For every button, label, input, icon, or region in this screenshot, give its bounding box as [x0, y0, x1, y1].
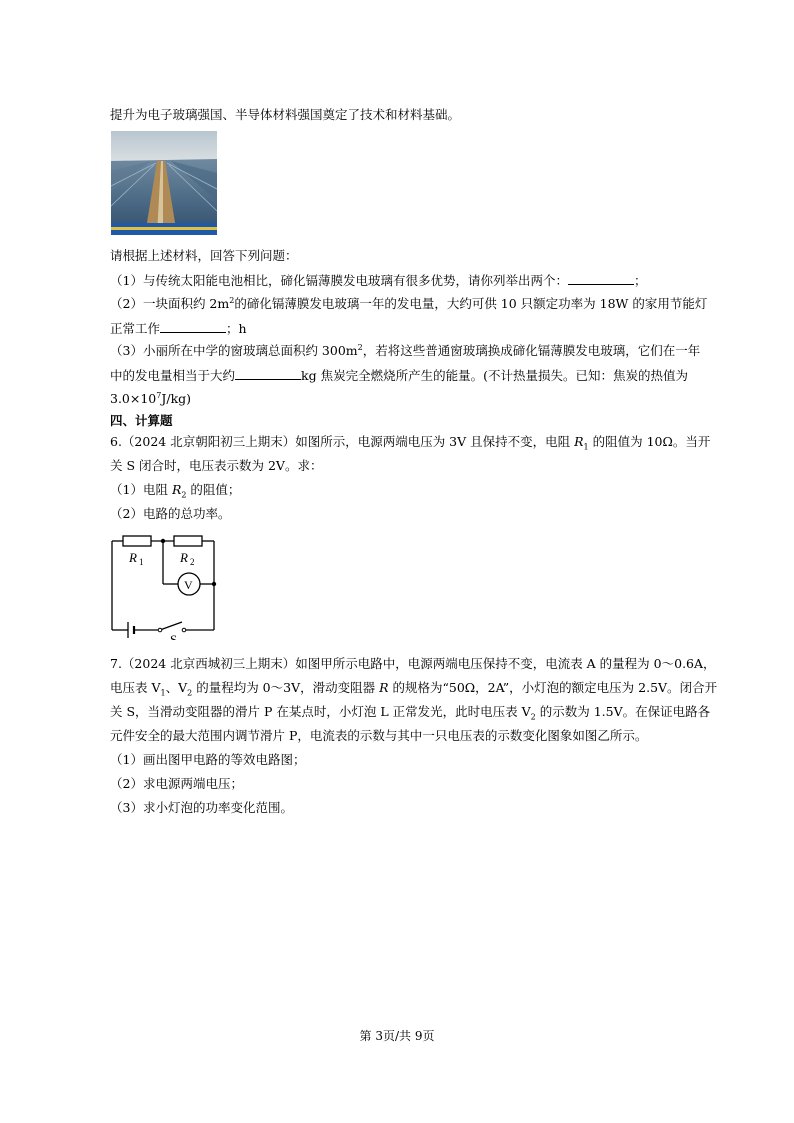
resistor-r2 — [174, 536, 202, 546]
problem-7-q2: （2）求电源两端电压； — [110, 776, 243, 791]
svg-text:V: V — [184, 578, 193, 592]
problem-6-q2: （2）电路的总功率。 — [110, 506, 231, 521]
problem-7-q3: （3）求小灯泡的功率变化范围。 — [110, 800, 293, 815]
question-3: （3）小丽所在中学的窗玻璃总面积约 $300m^2$，若将这些普通窗玻璃换成碲化镉薄膜发电玻璃，它们在一年 — [110, 342, 701, 358]
question-3-cont: 中的发电量相当于大约 kg 焦炭完全燃烧所产生的能量。(不计热量损失。已知：焦炭的热值为 — [110, 368, 688, 383]
question-3-cont: $3.0\times 10^7J/kg$) — [110, 390, 192, 406]
problem-6: 6.（2024 北京朝阳初三上期末）如图所示，电源两端电压为 3V 且保持不变，电阻 $R_1$ 的阻值为 10Ω。当开 — [110, 434, 711, 452]
solar-glass-roof-photo — [111, 131, 217, 235]
problem-6-q1: （1）电阻 $R_2$ 的阻值； — [110, 482, 241, 500]
answer-blank[interactable] — [568, 272, 634, 285]
problem-7: 7.（2024 北京西城初三上期末）如图甲所示电路中，电源两端电压保持不变，电流表 A 的量程为 0～0.6A， — [110, 656, 716, 671]
question-2-cont: 正常工作 ；h — [110, 321, 247, 336]
svg-text:R: R — [129, 550, 137, 565]
problem-6-cont: 关 S 闭合时，电压表示数为 2V。求： — [110, 458, 323, 473]
problem-7-q1: （1）画出图甲电路的等效电路图； — [110, 752, 306, 767]
question-2: （2）一块面积约 $2m^2$的碲化镉薄膜发电玻璃一年的发电量，大约可供 10 只额定功率为 18W 的家用节能灯 — [110, 295, 708, 311]
switch-blade — [160, 622, 182, 630]
answer-blank[interactable] — [160, 320, 226, 333]
text-line: 提升为电子玻璃强国、半导体材料强国奠定了技术和材料基础。 — [110, 107, 461, 122]
problem-7-cont: 关 S，当滑动变阻器的滑片 P 在某点时，小灯泡 L 正常发光，此时电压表 $V_2$ 的示数为 1.5V。在保证电路各 — [110, 704, 711, 722]
answer-blank[interactable] — [235, 367, 301, 380]
problem-7-cont: 元件安全的最大范围内调节滑片 P，电流表的示数与其中一只电压表的示数变化图象如图乙所示。 — [110, 728, 648, 743]
page-footer: 第 3页/共 9页 — [359, 1029, 435, 1043]
question-1: （1）与传统太阳能电池相比，碲化镉薄膜发电玻璃有很多优势，请你列举出两个： ； — [110, 273, 647, 288]
svg-text:R: R — [180, 550, 188, 565]
problem-7-cont: 电压表 $V_1$、$V_2$ 的量程均为 0～3V，滑动变阻器 R 的规格为“50Ω，2A”，小灯泡的额定电压为 2.5V。闭合开 — [110, 680, 718, 698]
svg-text:1: 1 — [139, 557, 144, 567]
svg-text:2: 2 — [190, 557, 195, 567]
section-heading: 四、计算题 — [110, 413, 173, 428]
resistor-r1 — [123, 536, 151, 546]
svg-text:S: S — [170, 632, 178, 640]
text-line: 请根据上述材料，回答下列问题： — [110, 248, 298, 263]
circuit-diagram — [110, 530, 230, 644]
